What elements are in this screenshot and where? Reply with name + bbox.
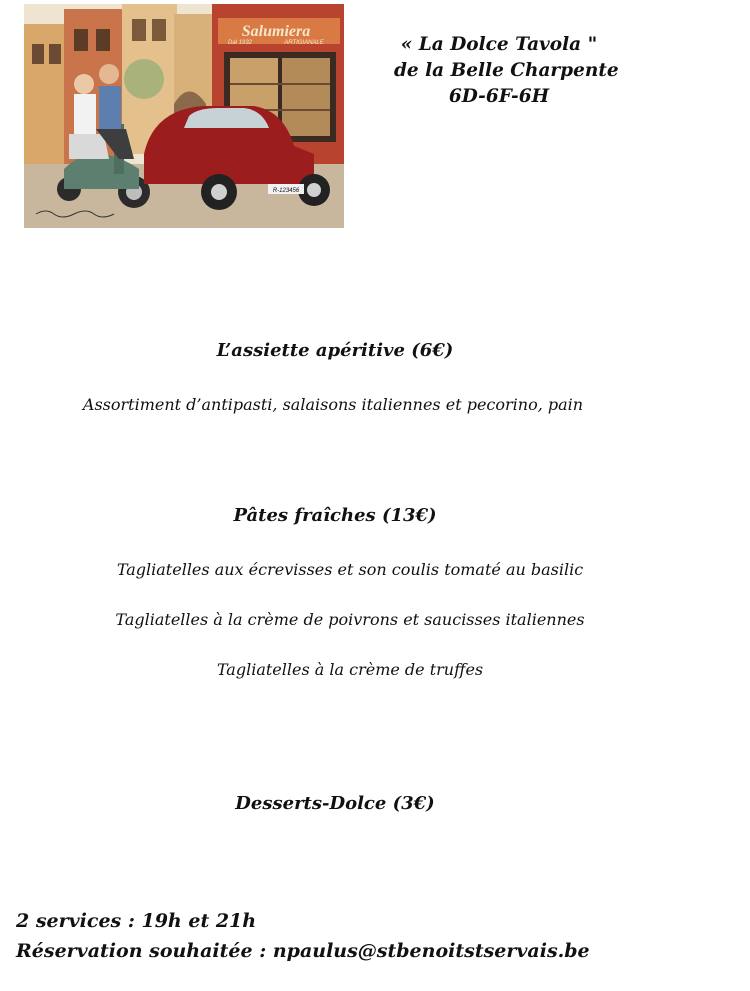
section-title-aperitif: L’assiette apéritive (6€)	[216, 340, 454, 361]
menu-item-pasta-2: Tagliatelles à la crème de poivrons et saucisses italiennes	[115, 610, 585, 629]
shop-year-text: Dal 1932	[228, 40, 253, 46]
event-code: 6D-6F-6H	[448, 86, 550, 107]
shop-sign-text: Salumiera	[241, 23, 311, 40]
plate-text: R-123456	[272, 188, 300, 194]
event-title: « La Dolce Tavola "	[400, 34, 598, 55]
shop-sub-text: ARTIGIANALE	[284, 40, 324, 46]
section-title-desserts: Desserts-Dolce (3€)	[235, 793, 435, 814]
event-header	[394, 32, 619, 110]
menu-item-pasta-1: Tagliatelles aux écrevisses et son coulis tomaté au basilic	[116, 560, 584, 579]
illustration	[24, 4, 344, 228]
menu-item-aperitif-1: Assortiment d’antipasti, salaisons italiennes et pecorino, pain	[82, 395, 584, 414]
event-subtitle: de la Belle Charpente	[394, 60, 619, 81]
reservation-info: Réservation souhaitée : npaulus@stbenoitstservais.be	[16, 940, 590, 962]
services-info: 2 services : 19h et 21h	[16, 910, 257, 932]
menu-item-pasta-3: Tagliatelles à la crème de truffes	[216, 660, 484, 679]
section-title-pasta: Pâtes fraîches (13€)	[233, 505, 437, 526]
vintage-street-illustration	[24, 4, 344, 228]
